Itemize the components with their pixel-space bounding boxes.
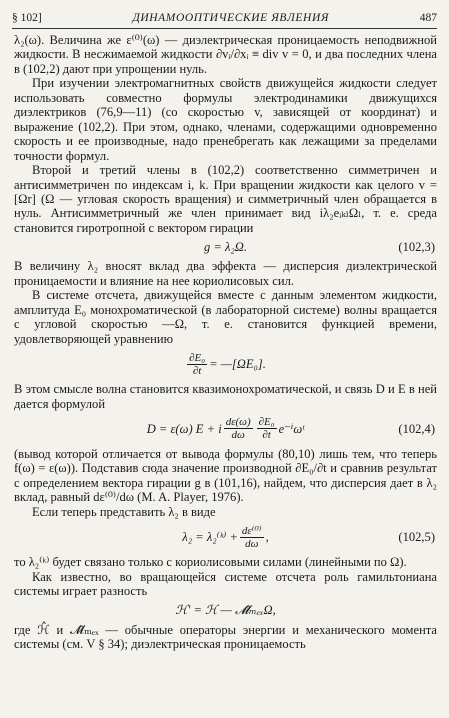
equation-number: (102,3) — [398, 240, 435, 255]
equation-102-5: λ₂ = λ₂⁽ᵏ⁾ + $\frac{\text{dε⁽⁰⁾}}{d\omega}$ , (102,5) — [182, 524, 435, 550]
paragraph-6: В этом смысле волна становится квазимонохроматической, и связь D и E в ней дается формулой — [14, 382, 437, 411]
paragraph-2: При изучении электромагнитных свойств движущейся жидкости следует использовать совместно формулы электродинамики движущихся диэлектриков (76,9—11) (со скоростью v, зависящей от координат) и выражение (102,2). При этом, однако, членами, содержащими одновременно скорость и ее производные, надо пренебрегать как лежащими за пределами точности формул. — [14, 76, 437, 163]
paragraph-7: (вывод которой отличается от вывода формулы (80,10) лишь тем, что теперь f(ω) = ε(ω)). Подставив сюда значение производной ∂E₀/∂t и сравнив результат с определением вектора гирации g в (101,16), найдем, что дисперсия дает в λ₂ вклад, равный dε⁽⁰⁾/dω (M. A. Player, 1976). — [14, 446, 437, 505]
paragraph-4: В величину λ₂ вносят вклад два эффекта — дисперсия диэлектрической проницаемости и влияние на нее кориолисовых сил. — [14, 259, 437, 288]
paragraph-5: В системе отсчета, движущейся вместе с данным элементом жидкости, амплитуда E₀ монохроматической (в лабораторной системе) волны вращается с угловой скоростью —Ω, т. е. становится функцией времени, удовлетворяющей уравнению — [14, 288, 437, 346]
equation-body: g = λ₂Ω. — [203, 240, 248, 255]
body-text — [14, 33, 437, 652]
fraction-dE0-dt: $\frac{\text{∂E₀}}{\partial t}$ — [258, 416, 275, 442]
fraction-deps0-domega: $\frac{\text{dε⁽⁰⁾}}{d\omega}$ — [241, 524, 262, 550]
equation-hamiltonian: ℋ′ = ℋ — 𝓜̂ₘₑₓΩ, — [175, 603, 276, 618]
equation-102-4: D = ε(ω) E + i $\frac{d\varepsilon(\omega)}{d\omega}$ $\frac{\text{∂E₀}}{\partial t}$ e⁻ⁱωᵗ (102,4) — [146, 416, 435, 442]
page-number: 487 — [419, 12, 437, 24]
paragraph-8: Если теперь представить λ₂ в виде — [32, 504, 216, 519]
paragraph-1: λ₂(ω). Величина же ε⁽⁰⁾(ω) — диэлектрическая проницаемость неподвижной жидкости. В несжимаемой жидкости ∂vᵢ/∂xᵢ ≡ div v = 0, и два последних члена в (102,2) дают при упрощении нуль. — [14, 33, 437, 76]
equation-number: (102,5) — [398, 530, 435, 544]
section-marker: § 102] — [12, 12, 42, 24]
fraction-dE0-dt: $\frac{\text{∂E₀}}{\partial t}$ — [189, 351, 206, 377]
paragraph-9: то λ₂⁽ᵏ⁾ будет связано только с кориолисовыми силами (линейными по Ω). — [14, 555, 407, 570]
paragraph-11: где ℋ̂ и 𝓜̂ₘₑₓ — обычные операторы энергии и механического момента системы (см. V § 34); диэлектрическая проницаемость — [14, 622, 437, 652]
equation-rotation — [14, 348, 437, 380]
equation-rhs: = —[ΩE₀]. — [209, 356, 266, 371]
chapter-title: ДИНАМООПТИЧЕСКИЕ ЯВЛЕНИЯ — [132, 12, 330, 24]
paragraph-10: Как известно, во вращающейся системе отсчета роль гамильтониана системы играет разность — [14, 569, 437, 599]
equation-number: (102,4) — [398, 421, 435, 436]
paragraph-3: Второй и третий члены в (102,2) соответственно симметричен и антисимметричен по индексам i, k. При вращении жидкости как целого v = [Ωr] (Ω — угловая скорость вращения) и симметричный член обращается в нуль. Антисимметричный же член принимает вид iλ₂eᵢₖₗΩₗ, т. е. среда становится гиротропной с вектором гирации — [14, 163, 437, 235]
fraction-deps-domega: $\frac{d\varepsilon(\omega)}{d\omega}$ — [225, 416, 251, 442]
header-rule — [12, 28, 437, 29]
equation-102-3 — [14, 237, 437, 257]
running-header — [12, 10, 437, 26]
